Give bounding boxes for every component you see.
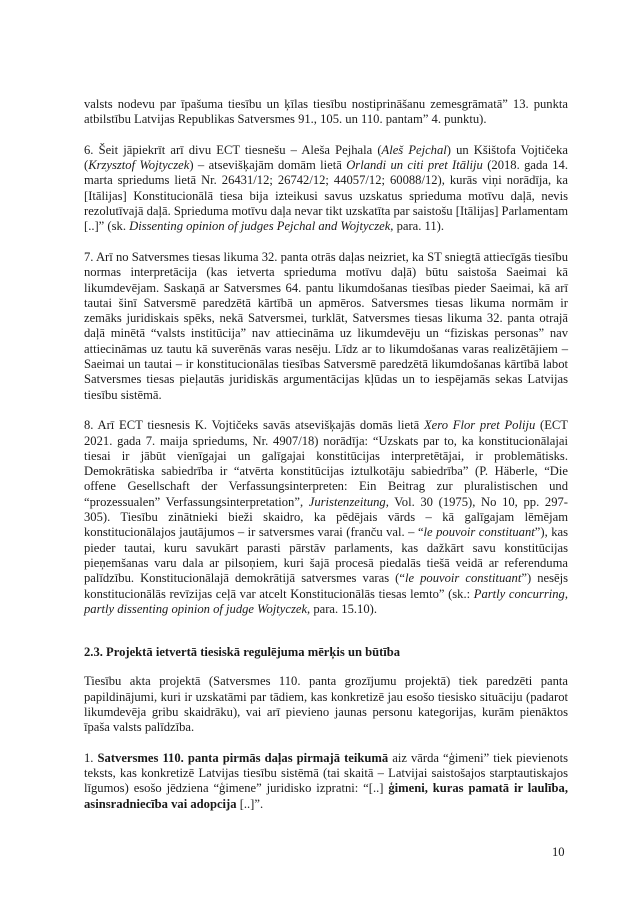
text: 7. Arī no Satversmes tiesas likuma 32. panta otrās daļas neizriet, ka ST sniegtā attiecīgās tiesību normas interpretācija (kas ietverta sprieduma motīvu daļā) būtu saistoša Saeimai kā likumdevējam. Saskaņā ar Satversmes 64. pantu likumdošanas tiesības pieder Saeimai, kā arī tautai šinī Satversmē paredzētā kārtībā un apmēros. Satversmes tiesas likuma normām ir zemāks juridiskais spēks, nekā Satversmei, turklāt, Satversmes tiesas likuma 32. panta otrajā daļā minētā “valsts institūcija” nav attiecināma uz likumdevēju un “fiziskas personas” nav attiecināmas uz tautu kā suverēnās varas nesēju. Līdz ar to likumdošanas varas realizētājiem – Saeimai un tautai – ir konstitucionālas tiesības Satversmē paredzētā likumdošanas kārtībā labot Satversmes tiesas pieļautās juridiskās argumentācijas kļūdas un to iespējamās sekas Latvijas tiesību sistēmā. bbox=[84, 249, 568, 402]
text: (2018. gada 14. marta spriedums lietā Nr. 26431/12; 26742/12; 44057/12; 60088/12), kurās viņi norādīja, ka [Itālijas] Konstitucionālā tiesa bija izteikusi savus uzskatus sprieduma motīvu daļā, nevis rezolutīvajā daļā. Sprieduma motīvu daļa nevar tikt uzskatīta par saistošu [Itālijas] Parlamentam [..]” (sk. bbox=[84, 158, 569, 234]
paragraph-10 bbox=[84, 751, 568, 812]
text: ”), kas pieder tautai, kuru savukārt parasti pārstāv parlaments, kas dažkārt savu konstitūcijas pieņemšanas varu dala ar pilsoņiem, kuri šajā procesā piedalās tiešā veidā ar referenduma palīdzību. Konstitucionālajā demokrātijā satversmes varas (“ bbox=[84, 525, 568, 586]
text: 1. bbox=[84, 750, 98, 765]
paragraph-continuation bbox=[84, 97, 568, 128]
paragraph-9 bbox=[84, 674, 568, 735]
text-italic: le pouvoir constituant bbox=[423, 525, 535, 540]
paragraph-7 bbox=[84, 250, 568, 403]
paragraph-6 bbox=[84, 143, 568, 235]
text: 6. Šeit jāpiekrīt arī divu ECT tiesnešu – Aleša Pejhala ( bbox=[84, 142, 382, 157]
text-bold: ģimeni, kuras pamatā ir laulība, asinsradniecība vai adopcija bbox=[84, 781, 568, 811]
text: ”) nesējs konstitucionālās revīzijas ceļā var atcelt Konstitucionālās tiesas lemto” (sk.: bbox=[84, 571, 568, 601]
text-italic: Juristenzeitung, bbox=[308, 494, 389, 509]
section-heading: 2.3. Projektā ietvertā tiesiskā regulējuma mērķis un būtība bbox=[84, 645, 401, 660]
text-italic: Aleš Pejchal bbox=[381, 142, 447, 157]
text-italic: Xero Flor pret Poliju bbox=[423, 418, 536, 433]
text: aiz vārda “ģimeni” tiek pievienots teksts, kas konkretizē Latvijas tiesību sistēmā (tai skaitā – Latvijai saistošajos starptautiskajos līgumos) esošo jēdziena “ģimene” juridisko izpratni: “[..] bbox=[84, 750, 568, 796]
text: Tiesību akta projektā (Satversmes 110. panta grozījumu projektā) tiek paredzēti panta papildinājumi, kuri ir uzskatāmi par tādiem, kas konkretizē jau esošo tiesisko situāciju (padarot likumdevēja gribu skaidrāku), vai arī pievieno jaunas personu kategorijas, kurām pienāktos īpaša valsts palīdzība. bbox=[84, 674, 568, 735]
text: , para. 11). bbox=[390, 219, 445, 234]
page-number: 10 bbox=[552, 845, 565, 859]
text-bold: Satversmes 110. panta pirmās daļas pirmajā teikumā bbox=[97, 750, 389, 765]
text: (ECT 2021. gada 7. maija spriedums, Nr. 4907/18) norādīja: “Uzskats par to, ka konstitucionālajai tiesai ir jābūt vienīgajai un galīgajai konstitūcijas interpretētājai, ir problemātisks. Demokrātiska sabiedrība ir “atvērta konstitūcijas iztulkotāju sabiedrība” (P. Häberle, “Die offene Gesellschaft der Verfassungsinterpreten: Ein Beitrag zur pluralistischen und “prozessualen” Verfassungsinterpretation”, bbox=[84, 418, 569, 509]
text-italic: Partly concurring, partly dissenting opinion of judge Wojtyczek bbox=[84, 586, 568, 616]
text-italic: Dissenting opinion of judges Pejchal and Wojtyczek bbox=[129, 219, 391, 234]
text: , para. 15.10). bbox=[307, 601, 377, 616]
text-italic: Krzysztof Wojtyczek bbox=[88, 158, 190, 173]
paragraph-8 bbox=[84, 418, 568, 617]
document-page bbox=[84, 97, 568, 827]
text: ) un Kšištofa Vojtičeka ( bbox=[84, 142, 568, 173]
text: [..]”. bbox=[236, 796, 264, 811]
text: valsts nodevu par īpašuma tiesību un ķīlas tiesību nostiprināšanu zemesgrāmatā” 13. punkta atbilstību Latvijas Republikas Satversmes 91., 105. un 110. pantam” 4. punktu). bbox=[84, 97, 568, 127]
text: Vol. 30 (1975), No 10, pp. 297-305). Tiesību zinātnieki bieži skaidro, ka pēdējais vārds – kā galīgajam lēmējam konstitucionālajos jautājumos – ir satversmes varai (franču val. – “ bbox=[84, 494, 568, 540]
text-italic: le pouvoir constituant bbox=[404, 571, 522, 586]
text-italic: Orlandi un citi pret Itāliju bbox=[346, 158, 483, 173]
text: ) – atsevišķajām domām lietā bbox=[189, 158, 347, 173]
text: 8. Arī ECT tiesnesis K. Vojtičeks savās atsevišķajās domās lietā bbox=[84, 418, 424, 433]
